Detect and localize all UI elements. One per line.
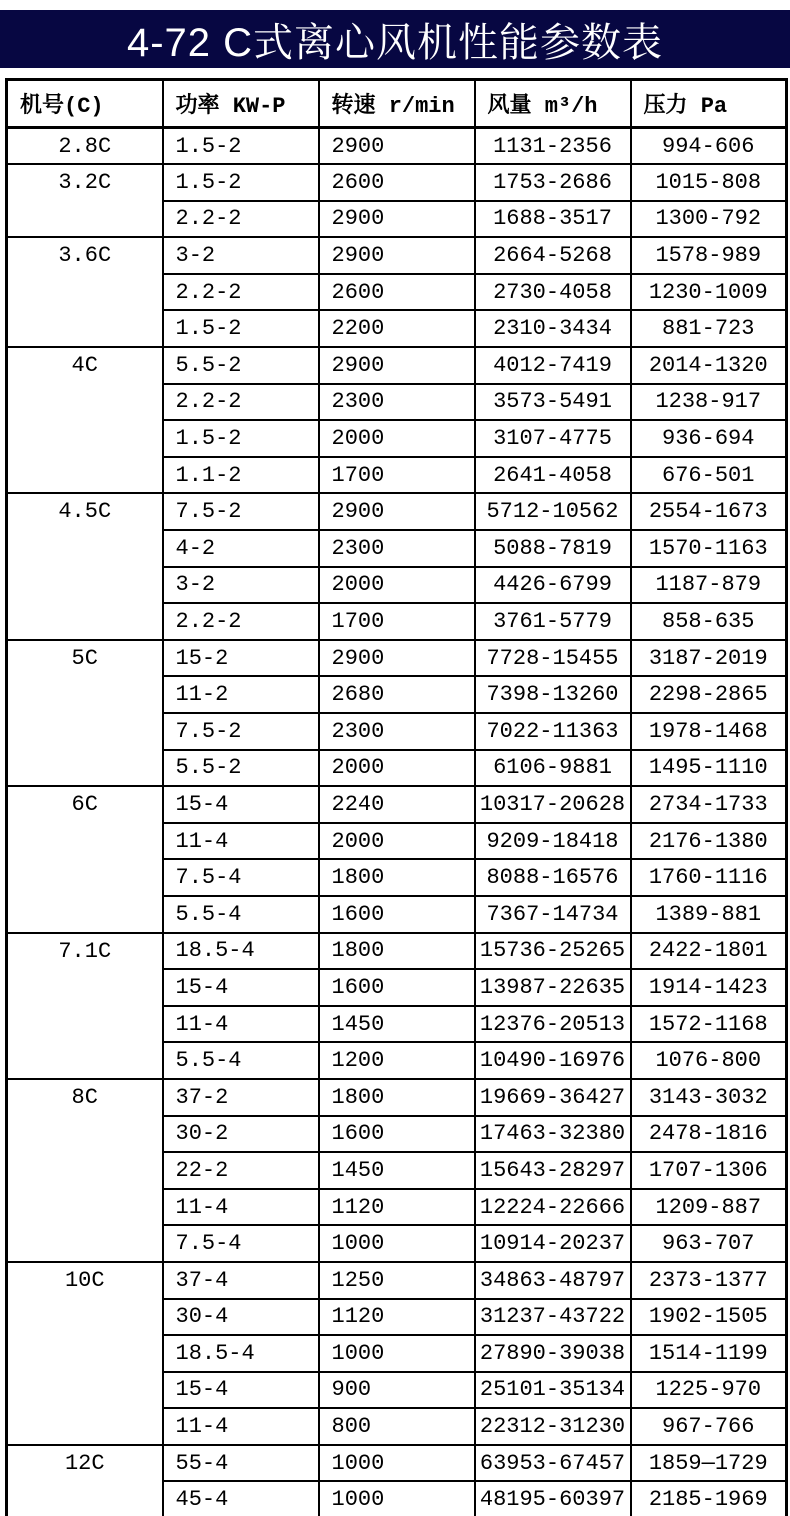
pressure-cell: 1914-1423 [631,969,787,1006]
airflow-cell: 10914-20237 [475,1225,631,1262]
pressure-cell: 2185-1969 [631,1481,787,1516]
airflow-cell: 27890-39038 [475,1335,631,1372]
table-row [7,1079,787,1116]
power-cell: 37-2 [163,1079,319,1116]
airflow-cell: 8088-16576 [475,859,631,896]
speed-cell: 2000 [319,750,475,787]
speed-cell: 1250 [319,1262,475,1299]
fan-performance-table [5,78,788,1516]
power-cell: 1.5-2 [163,420,319,457]
pressure-cell: 1572-1168 [631,1006,787,1043]
airflow-cell: 17463-32380 [475,1116,631,1153]
column-header-airflow: 风量 m³/h [475,80,631,128]
table-row [7,1445,787,1482]
power-cell: 5.5-2 [163,750,319,787]
power-cell: 7.5-4 [163,859,319,896]
power-cell: 2.2-2 [163,603,319,640]
power-cell: 1.5-2 [163,310,319,347]
pressure-cell: 2014-1320 [631,347,787,384]
speed-cell: 2900 [319,237,475,274]
airflow-cell: 19669-36427 [475,1079,631,1116]
power-cell: 2.2-2 [163,201,319,238]
table-row [7,164,787,201]
pressure-cell: 1902-1505 [631,1299,787,1336]
airflow-cell: 7398-13260 [475,676,631,713]
power-cell: 3-2 [163,237,319,274]
power-cell: 55-4 [163,1445,319,1482]
speed-cell: 2000 [319,567,475,604]
power-cell: 2.2-2 [163,274,319,311]
airflow-cell: 12376-20513 [475,1006,631,1043]
airflow-cell: 1131-2356 [475,128,631,165]
airflow-cell: 4426-6799 [475,567,631,604]
pressure-cell: 676-501 [631,457,787,494]
pressure-cell: 1760-1116 [631,859,787,896]
model-cell: 2.8C [7,128,163,165]
pressure-cell: 1495-1110 [631,750,787,787]
pressure-cell: 1578-989 [631,237,787,274]
pressure-cell: 2734-1733 [631,786,787,823]
airflow-cell: 7728-15455 [475,640,631,677]
power-cell: 1.5-2 [163,128,319,165]
pressure-cell: 1978-1468 [631,713,787,750]
speed-cell: 1700 [319,457,475,494]
table-row [7,786,787,823]
power-cell: 11-4 [163,1006,319,1043]
model-cell: 10C [7,1262,163,1445]
airflow-cell: 9209-18418 [475,823,631,860]
airflow-cell: 31237-43722 [475,1299,631,1336]
power-cell: 18.5-4 [163,1335,319,1372]
power-cell: 2.2-2 [163,384,319,421]
pressure-cell: 994-606 [631,128,787,165]
power-cell: 30-4 [163,1299,319,1336]
speed-cell: 2300 [319,384,475,421]
power-cell: 1.1-2 [163,457,319,494]
table-row [7,128,787,165]
table-row [7,933,787,970]
pressure-cell: 1225-970 [631,1372,787,1409]
header-row [7,80,787,128]
speed-cell: 1000 [319,1445,475,1482]
column-header-model: 机号(C) [7,80,163,128]
airflow-cell: 15736-25265 [475,933,631,970]
speed-cell: 2680 [319,676,475,713]
speed-cell: 1800 [319,933,475,970]
airflow-cell: 15643-28297 [475,1152,631,1189]
speed-cell: 2600 [319,164,475,201]
speed-cell: 1600 [319,969,475,1006]
power-cell: 45-4 [163,1481,319,1516]
model-cell: 6C [7,786,163,932]
pressure-cell: 1076-800 [631,1042,787,1079]
speed-cell: 1000 [319,1335,475,1372]
speed-cell: 2300 [319,713,475,750]
airflow-cell: 3761-5779 [475,603,631,640]
pressure-cell: 3143-3032 [631,1079,787,1116]
pressure-cell: 3187-2019 [631,640,787,677]
speed-cell: 2900 [319,201,475,238]
table-row [7,347,787,384]
airflow-cell: 10490-16976 [475,1042,631,1079]
airflow-cell: 5712-10562 [475,493,631,530]
speed-cell: 1000 [319,1225,475,1262]
pressure-cell: 881-723 [631,310,787,347]
power-cell: 37-4 [163,1262,319,1299]
pressure-cell: 1230-1009 [631,274,787,311]
pressure-cell: 1389-881 [631,896,787,933]
power-cell: 1.5-2 [163,164,319,201]
airflow-cell: 12224-22666 [475,1189,631,1226]
column-header-speed: 转速 r/min [319,80,475,128]
speed-cell: 2000 [319,420,475,457]
airflow-cell: 5088-7819 [475,530,631,567]
speed-cell: 1450 [319,1152,475,1189]
model-cell: 7.1C [7,933,163,1079]
speed-cell: 1000 [319,1481,475,1516]
power-cell: 15-2 [163,640,319,677]
power-cell: 7.5-2 [163,493,319,530]
power-cell: 11-4 [163,823,319,860]
airflow-cell: 2310-3434 [475,310,631,347]
table-header [7,80,787,128]
model-cell: 4.5C [7,493,163,639]
airflow-cell: 48195-60397 [475,1481,631,1516]
pressure-cell: 1707-1306 [631,1152,787,1189]
speed-cell: 2900 [319,347,475,384]
model-cell: 5C [7,640,163,786]
table-row [7,1262,787,1299]
pressure-cell: 963-707 [631,1225,787,1262]
power-cell: 30-2 [163,1116,319,1153]
table-body [7,128,787,1516]
speed-cell: 1800 [319,1079,475,1116]
speed-cell: 2240 [319,786,475,823]
speed-cell: 900 [319,1372,475,1409]
table-row [7,640,787,677]
airflow-cell: 3573-5491 [475,384,631,421]
title-banner [0,10,790,68]
pressure-cell: 2422-1801 [631,933,787,970]
table-row [7,237,787,274]
airflow-cell: 3107-4775 [475,420,631,457]
column-header-power: 功率 KW-P [163,80,319,128]
model-cell: 4C [7,347,163,493]
airflow-cell: 13987-22635 [475,969,631,1006]
airflow-cell: 25101-35134 [475,1372,631,1409]
airflow-cell: 7367-14734 [475,896,631,933]
speed-cell: 2600 [319,274,475,311]
power-cell: 18.5-4 [163,933,319,970]
power-cell: 11-4 [163,1408,319,1445]
power-cell: 11-4 [163,1189,319,1226]
pressure-cell: 2373-1377 [631,1262,787,1299]
power-cell: 15-4 [163,786,319,823]
speed-cell: 1200 [319,1042,475,1079]
model-cell: 3.6C [7,237,163,347]
power-cell: 15-4 [163,1372,319,1409]
pressure-cell: 1209-887 [631,1189,787,1226]
pressure-cell: 2298-2865 [631,676,787,713]
pressure-cell: 967-766 [631,1408,787,1445]
power-cell: 5.5-4 [163,1042,319,1079]
pressure-cell: 1187-879 [631,567,787,604]
pressure-cell: 1514-1199 [631,1335,787,1372]
power-cell: 7.5-2 [163,713,319,750]
pressure-cell: 1015-808 [631,164,787,201]
airflow-cell: 1688-3517 [475,201,631,238]
pressure-cell: 2478-1816 [631,1116,787,1153]
pressure-cell: 936-694 [631,420,787,457]
pressure-cell: 1300-792 [631,201,787,238]
speed-cell: 2200 [319,310,475,347]
power-cell: 22-2 [163,1152,319,1189]
pressure-cell: 1570-1163 [631,530,787,567]
speed-cell: 2900 [319,640,475,677]
speed-cell: 1120 [319,1299,475,1336]
model-cell: 8C [7,1079,163,1262]
pressure-cell: 1859—1729 [631,1445,787,1482]
airflow-cell: 34863-48797 [475,1262,631,1299]
pressure-cell: 858-635 [631,603,787,640]
airflow-cell: 2730-4058 [475,274,631,311]
speed-cell: 2900 [319,128,475,165]
airflow-cell: 10317-20628 [475,786,631,823]
power-cell: 15-4 [163,969,319,1006]
speed-cell: 2000 [319,823,475,860]
airflow-cell: 2664-5268 [475,237,631,274]
speed-cell: 1600 [319,1116,475,1153]
airflow-cell: 4012-7419 [475,347,631,384]
table-row [7,493,787,530]
speed-cell: 1800 [319,859,475,896]
speed-cell: 1450 [319,1006,475,1043]
airflow-cell: 1753-2686 [475,164,631,201]
airflow-cell: 7022-11363 [475,713,631,750]
power-cell: 5.5-2 [163,347,319,384]
speed-cell: 2900 [319,493,475,530]
speed-cell: 1700 [319,603,475,640]
pressure-cell: 1238-917 [631,384,787,421]
airflow-cell: 2641-4058 [475,457,631,494]
model-cell: 12C [7,1445,163,1516]
speed-cell: 1600 [319,896,475,933]
airflow-cell: 63953-67457 [475,1445,631,1482]
airflow-cell: 22312-31230 [475,1408,631,1445]
speed-cell: 2300 [319,530,475,567]
page-title: 4-72 C式离心风机性能参数表 [126,20,664,65]
power-cell: 4-2 [163,530,319,567]
column-header-pressure: 压力 Pa [631,80,787,128]
pressure-cell: 2554-1673 [631,493,787,530]
power-cell: 11-2 [163,676,319,713]
speed-cell: 800 [319,1408,475,1445]
power-cell: 3-2 [163,567,319,604]
power-cell: 5.5-4 [163,896,319,933]
power-cell: 7.5-4 [163,1225,319,1262]
model-cell: 3.2C [7,164,163,237]
airflow-cell: 6106-9881 [475,750,631,787]
speed-cell: 1120 [319,1189,475,1226]
pressure-cell: 2176-1380 [631,823,787,860]
